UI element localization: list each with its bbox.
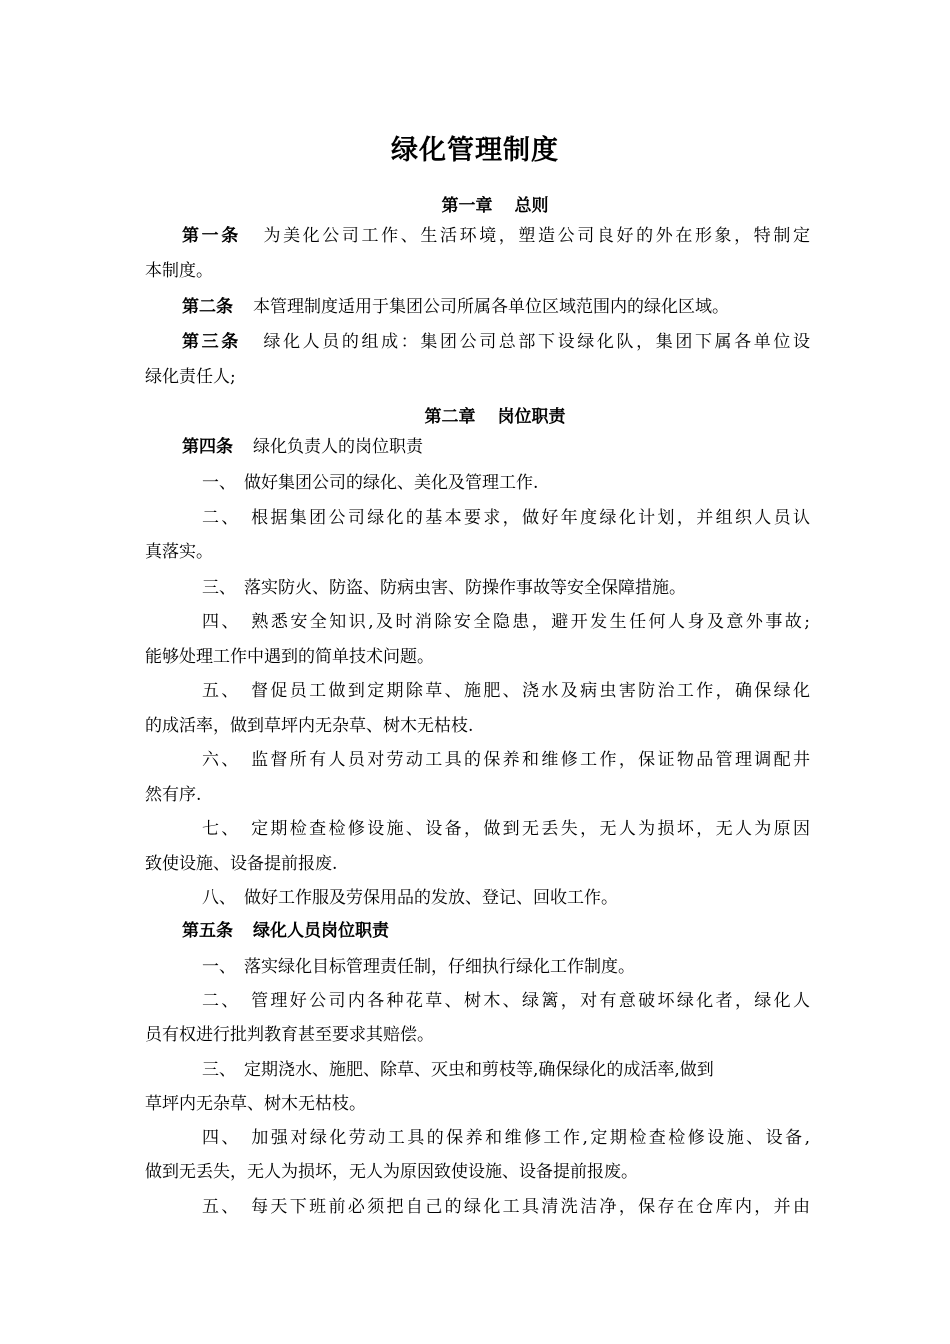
- article-4-item-1: [202, 472, 810, 494]
- article-4-item-6: [202, 749, 810, 771]
- item-text: 监督所有人员对劳动工具的保养和维修工作，保证物品管理调配井: [248, 750, 811, 770]
- article-text: 本管理制度适用于集团公司所属各单位区域范围内的绿化区域。: [253, 297, 729, 317]
- article-4-item-6-cont: 然有序.: [145, 785, 202, 805]
- article-4-item-5-cont: 的成活率，做到草坪内无杂草、树木无枯枝.: [145, 716, 474, 736]
- item-text: 定期检查检修设施、设备，做到无丢失，无人为损坏，无人为原因: [248, 819, 811, 839]
- article-5-heading: [182, 920, 810, 942]
- item-number: 二、: [202, 991, 241, 1011]
- item-number: 八、: [202, 888, 236, 908]
- article-4-heading: [182, 436, 810, 458]
- chapter-heading-2: [0, 402, 950, 427]
- item-text: 做好工作服及劳保用品的发放、登记、回收工作。: [244, 888, 618, 908]
- article-label: 第三条: [182, 332, 241, 352]
- article-text: 绿化人员岗位职责: [253, 921, 389, 941]
- item-number: 五、: [202, 1197, 241, 1217]
- item-number: 三、: [202, 578, 236, 598]
- item-text: 落实绿化目标管理责任制，仔细执行绿化工作制度。: [244, 957, 635, 977]
- article-4-item-4-cont: 能够处理工作中遇到的简单技术问题。: [145, 647, 434, 667]
- item-number: 二、: [202, 508, 241, 528]
- item-number: 四、: [202, 1128, 241, 1148]
- article-4-item-7: [202, 818, 810, 840]
- item-text: 定期浇水、施肥、除草、灭虫和剪枝等,确保绿化的成活率,做到: [244, 1060, 714, 1080]
- item-text: 做好集团公司的绿化、美化及管理工作.: [244, 473, 539, 493]
- article-5-item-5: [202, 1196, 810, 1218]
- article-4-item-8: [202, 887, 810, 909]
- article-text: 绿化人员的组成：集团公司总部下设绿化队，集团下属各单位设: [260, 332, 811, 352]
- article-4-item-4: [202, 611, 810, 633]
- article-text: 绿化负责人的岗位职责: [253, 437, 423, 457]
- chapter-number: 第二章: [424, 407, 476, 427]
- article-3-line-2: 绿化责任人;: [145, 367, 236, 387]
- article-label: 第一条: [182, 226, 241, 246]
- item-text: 管理好公司内各种花草、树木、绿篱，对有意破坏绿化者，绿化人: [248, 991, 811, 1011]
- item-number: 一、: [202, 473, 236, 493]
- article-text: 为美化公司工作、生活环境，塑造公司良好的外在形象，特制定: [260, 226, 811, 246]
- article-4-item-5: [202, 680, 810, 702]
- item-number: 一、: [202, 957, 236, 977]
- document-title: 绿化管理制度: [391, 135, 559, 166]
- item-number: 三、: [202, 1060, 236, 1080]
- item-text: 加强对绿化劳动工具的保养和维修工作,定期检查检修设施、设备,: [248, 1128, 810, 1148]
- item-number: 七、: [202, 819, 241, 839]
- chapter-name: 岗位职责: [497, 407, 566, 427]
- article-4-item-2-cont: 真落实。: [145, 542, 213, 562]
- article-label: 第四条: [182, 437, 233, 457]
- article-label: 第二条: [182, 297, 233, 317]
- article-2-line-1: [182, 296, 810, 318]
- article-5-item-2: [202, 990, 810, 1012]
- item-number: 四、: [202, 612, 241, 632]
- item-number: 五、: [202, 681, 241, 701]
- item-number: 六、: [202, 750, 241, 770]
- item-text: 每天下班前必须把自己的绿化工具清洗洁净，保存在仓库内，并由: [248, 1197, 811, 1217]
- item-text: 落实防火、防盗、防病虫害、防操作事故等安全保障措施。: [244, 578, 686, 598]
- article-4-item-2: [202, 507, 810, 529]
- article-5-item-3-cont: 草坪内无杂草、树木无枯枝。: [145, 1094, 366, 1114]
- article-5-item-4-cont: 做到无丢失，无人为损坏，无人为原因致使设施、设备提前报废。: [145, 1162, 638, 1182]
- article-1-line-2: 本制度。: [145, 261, 213, 281]
- article-1-line-1: [182, 225, 810, 247]
- chapter-heading-1: [0, 191, 950, 216]
- article-3-line-1: [182, 331, 810, 353]
- article-label: 第五条: [182, 921, 233, 941]
- article-4-item-7-cont: 致使设施、设备提前报废.: [145, 854, 338, 874]
- article-5-item-4: [202, 1127, 810, 1149]
- article-5-item-3: [202, 1059, 810, 1081]
- chapter-name: 总则: [514, 196, 549, 216]
- article-4-item-3: [202, 577, 810, 599]
- item-text: 根据集团公司绿化的基本要求，做好年度绿化计划，并组织人员认: [248, 508, 811, 528]
- article-5-item-1: [202, 956, 810, 978]
- item-text: 熟悉安全知识,及时消除安全隐患，避开发生任何人身及意外事故;: [248, 612, 810, 632]
- item-text: 督促员工做到定期除草、施肥、浇水及病虫害防治工作，确保绿化: [248, 681, 811, 701]
- article-5-item-2-cont: 员有权进行批判教育甚至要求其赔偿。: [145, 1025, 434, 1045]
- chapter-number: 第一章: [441, 196, 493, 216]
